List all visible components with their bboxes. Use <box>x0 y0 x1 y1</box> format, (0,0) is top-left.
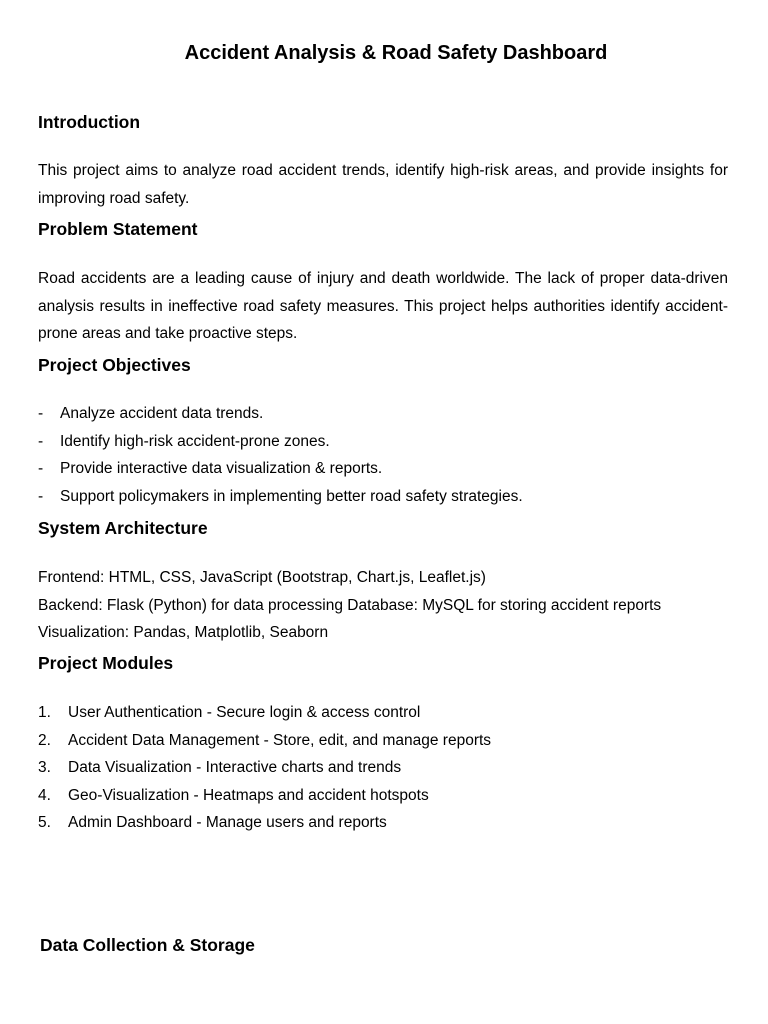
paragraph-problem-statement <box>38 265 728 348</box>
architecture-text <box>38 564 738 647</box>
paragraph-line: Road accidents are a leading cause of injury and death worldwide. The lack of proper data-driven <box>38 270 728 287</box>
architecture-line: Visualization: Pandas, Matplotlib, Seaborn <box>38 624 329 641</box>
list-item: - Provide interactive data visualization & reports. <box>38 455 728 483</box>
list-item: 4. Geo-Visualization - Heatmaps and accident hotspots <box>38 782 728 810</box>
heading-project-modules: Project Modules <box>38 653 174 673</box>
paragraph-line: This project aims to analyze road accident trends, identify high-risk areas, and provide insights for <box>38 162 728 179</box>
architecture-line: Frontend: HTML, CSS, JavaScript (Bootstrap, Chart.js, Leaflet.js) <box>38 569 486 586</box>
paragraph-line: prone areas and take proactive steps. <box>38 325 298 342</box>
list-item: 1. User Authentication - Secure login & access control <box>38 699 728 727</box>
list-item: 3. Data Visualization - Interactive charts and trends <box>38 754 728 782</box>
bullet-dash: - <box>38 405 44 422</box>
bullet-dash: - <box>38 460 44 477</box>
list-item: - Support policymakers in implementing better road safety strategies. <box>38 483 728 511</box>
paragraph-line: analysis results in ineffective road safety measures. This project helps authorities identify accident- <box>38 297 728 315</box>
heading-problem-statement: Problem Statement <box>38 219 198 239</box>
list-item: 5. Admin Dashboard - Manage users and reports <box>38 809 728 837</box>
list-number: 3. <box>38 759 51 776</box>
list-item: 2. Accident Data Management - Store, edit, and manage reports <box>38 727 728 755</box>
heading-introduction: Introduction <box>38 112 141 132</box>
paragraph-introduction <box>38 157 728 212</box>
list-item: - Identify high-risk accident-prone zones. <box>38 428 728 456</box>
architecture-line: Backend: Flask (Python) for data processing Database: MySQL for storing accident reports <box>38 596 662 614</box>
heading-data-collection: Data Collection & Storage <box>40 935 255 955</box>
list-number: 2. <box>38 731 51 749</box>
modules-list <box>38 699 728 837</box>
paragraph-line: improving road safety. <box>38 189 190 207</box>
bullet-dash: - <box>38 487 44 505</box>
list-number: 1. <box>38 704 51 721</box>
list-item: - Analyze accident data trends. <box>38 400 728 428</box>
bullet-dash: - <box>38 432 44 450</box>
list-number: 4. <box>38 786 51 804</box>
document-title: Accident Analysis & Road Safety Dashboard <box>184 42 608 64</box>
heading-system-architecture: System Architecture <box>38 518 208 538</box>
heading-project-objectives: Project Objectives <box>38 355 191 375</box>
objectives-list <box>38 400 728 510</box>
list-number: 5. <box>38 814 51 831</box>
